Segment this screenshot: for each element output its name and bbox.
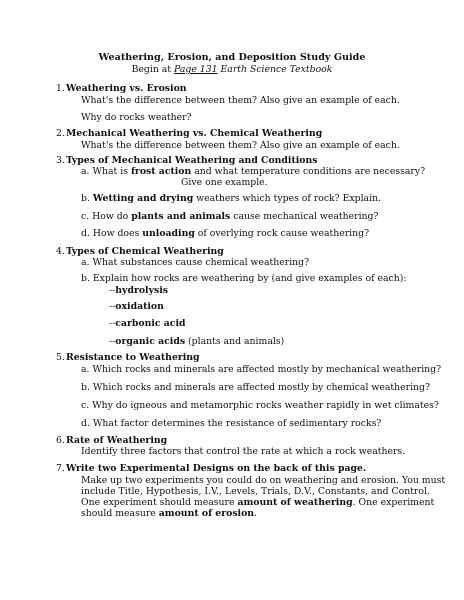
section-4-sub-oxidation: --oxidation bbox=[109, 301, 164, 312]
section-1-heading: Weathering vs. Erosion bbox=[66, 83, 187, 94]
section-5-number: 5. bbox=[56, 352, 65, 363]
section-5-item-c: c. Why do igneous and metamorphic rocks weather rapidly in wet climates? bbox=[81, 400, 439, 411]
section-6-number: 6. bbox=[56, 435, 65, 446]
textbook-name: Earth Science Textbook bbox=[220, 64, 333, 75]
section-1-number: 1. bbox=[56, 83, 65, 94]
page-subtitle bbox=[0, 64, 464, 75]
page-reference: Page 131 bbox=[174, 64, 218, 75]
section-5-heading: Resistance to Weathering bbox=[66, 352, 200, 363]
section-2-number: 2. bbox=[56, 128, 65, 139]
section-7-number: 7. bbox=[56, 463, 65, 474]
section-7-line-4: should measure amount of erosion. bbox=[81, 508, 258, 519]
section-6-heading: Rate of Weathering bbox=[66, 435, 168, 446]
page-title: Weathering, Erosion, and Deposition Study Guide bbox=[98, 52, 366, 63]
section-2-heading: Mechanical Weathering vs. Chemical Weathering bbox=[66, 128, 323, 139]
section-4-item-a: a. What substances cause chemical weathering? bbox=[81, 257, 310, 268]
section-3-item-a-continued: Give one example. bbox=[181, 177, 268, 188]
subtitle-prefix: Begin at bbox=[131, 64, 174, 75]
section-1-line-1: What's the difference between them? Also give an example of each. bbox=[81, 95, 400, 106]
section-7-line-2: include Title, Hypothesis, I.V., Levels, Trials, D.V., Constants, and Control. bbox=[81, 486, 430, 497]
section-7-line-3: One experiment should measure amount of weathering. One experiment bbox=[81, 497, 435, 508]
section-3-item-d: d. How does unloading of overlying rock cause weathering? bbox=[81, 228, 370, 239]
section-7-line-1: Make up two experiments you could do on weathering and erosion. You must bbox=[81, 475, 446, 486]
section-6-line-1: Identify three factors that control the rate at which a rock weathers. bbox=[81, 446, 406, 457]
section-5-item-a: a. Which rocks and minerals are affected mostly by mechanical weathering? bbox=[81, 364, 442, 375]
section-4-number: 4. bbox=[56, 246, 65, 257]
section-2-line-1: What's the difference between them? Also give an example of each. bbox=[81, 140, 400, 151]
section-4-item-b: b. Explain how rocks are weathering by (and give examples of each): bbox=[81, 273, 407, 284]
section-3-item-c: c. How do plants and animals cause mechanical weathering? bbox=[81, 211, 379, 222]
section-3-heading: Types of Mechanical Weathering and Conditions bbox=[66, 155, 318, 166]
section-1-line-2: Why do rocks weather? bbox=[81, 112, 192, 123]
section-5-item-d: d. What factor determines the resistance of sedimentary rocks? bbox=[81, 418, 382, 429]
section-3-item-a: a. What is frost action and what temperature conditions are necessary? bbox=[81, 166, 426, 177]
section-7-heading: Write two Experimental Designs on the back of this page. bbox=[66, 463, 367, 474]
section-3-number: 3. bbox=[56, 155, 65, 166]
section-3-item-b: b. Wetting and drying weathers which types of rock? Explain. bbox=[81, 193, 382, 204]
section-4-sub-hydrolysis: --hydrolysis bbox=[109, 285, 168, 296]
section-4-sub-carbonic-acid: --carbonic acid bbox=[109, 318, 186, 329]
section-4-heading: Types of Chemical Weathering bbox=[66, 246, 224, 257]
section-5-item-b: b. Which rocks and minerals are affected mostly by chemical weathering? bbox=[81, 382, 430, 393]
section-4-sub-organic-acids: --organic acids (plants and animals) bbox=[109, 336, 285, 347]
